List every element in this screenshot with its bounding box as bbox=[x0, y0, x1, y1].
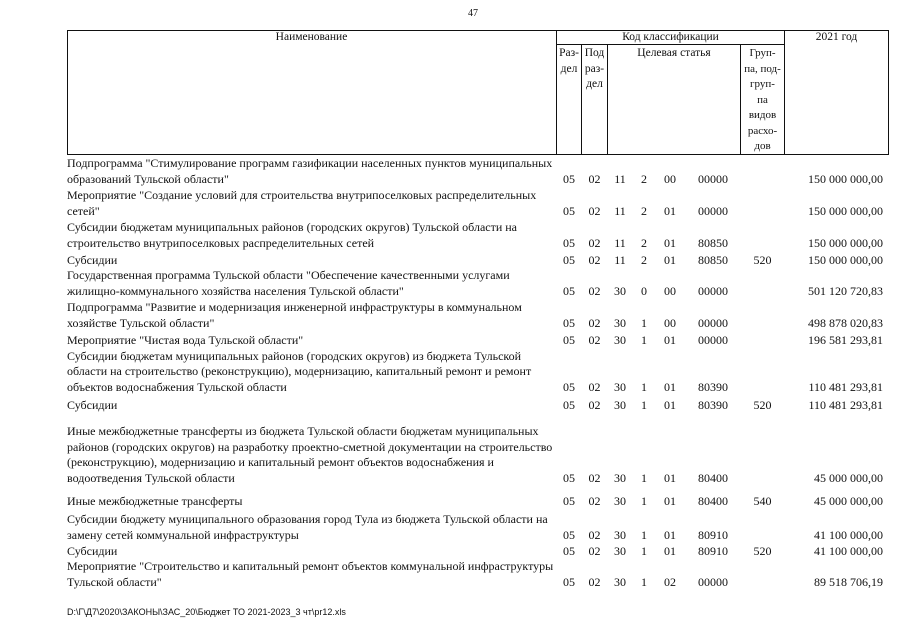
row-code-t2: 1 bbox=[641, 470, 647, 485]
row-code-pr: 02 bbox=[588, 332, 601, 347]
row-code-t2: 1 bbox=[641, 315, 647, 330]
row-code-t4: 80850 bbox=[698, 252, 728, 267]
row-code-t1: 30 bbox=[614, 543, 626, 558]
row-name: Мероприятие "Чистая вода Тульской области" bbox=[67, 332, 304, 347]
row-code-t3: 00 bbox=[664, 283, 676, 298]
row-name: Государственная программа Тульской области "Обеспечение качественными услугами жилищно-коммунального хозяйства населения Тульской области" bbox=[67, 268, 510, 298]
row-code-vr: 540 bbox=[753, 493, 772, 508]
row-code-t4: 00000 bbox=[698, 332, 728, 347]
row-code-t3: 01 bbox=[664, 252, 676, 267]
row-code-t4: 80390 bbox=[698, 379, 728, 394]
row-name: Иные межбюджетные трансферты из бюджета Тульской области бюджетам муниципальных районов (городских округов) на разработку проектно-сметной документации на строительство (реконструкцию), модернизацию и капитальный ремонт объектов водоснабжения и водоотведения Тульской области bbox=[67, 424, 553, 485]
row-code-t2: 1 bbox=[641, 332, 647, 347]
table-row bbox=[67, 332, 889, 348]
table-row bbox=[67, 252, 889, 268]
row-code-pr: 02 bbox=[588, 171, 601, 186]
row-amount: 41 100 000,00 bbox=[814, 543, 883, 558]
table-row bbox=[67, 493, 889, 509]
row-code-t3: 00 bbox=[664, 171, 676, 186]
row-code-t2: 2 bbox=[641, 252, 647, 267]
row-code-vr: 520 bbox=[753, 252, 772, 267]
row-amount: 150 000 000,00 bbox=[808, 171, 883, 186]
row-amount: 196 581 293,81 bbox=[808, 332, 883, 347]
row-code-rz: 05 bbox=[563, 543, 575, 558]
row-name: Субсидии бюджетам муниципальных районов (городских округов) Тульской области на строительство внутрипоселковых распределительных сетей bbox=[67, 220, 518, 250]
table-row bbox=[67, 512, 889, 543]
row-code-t2: 2 bbox=[641, 235, 647, 250]
table-row bbox=[67, 300, 889, 331]
row-code-t1: 30 bbox=[614, 493, 626, 508]
row-code-pr: 02 bbox=[588, 315, 601, 330]
row-code-rz: 05 bbox=[563, 527, 575, 542]
row-code-pr: 02 bbox=[588, 252, 601, 267]
row-code-t3: 01 bbox=[664, 235, 676, 250]
row-code-t1: 30 bbox=[614, 315, 626, 330]
row-code-t3: 01 bbox=[664, 527, 676, 542]
row-code-t1: 30 bbox=[614, 283, 626, 298]
header-name: Наименование bbox=[275, 31, 348, 43]
row-amount: 110 481 293,81 bbox=[808, 379, 883, 394]
row-amount: 150 000 000,00 bbox=[808, 252, 883, 267]
page-number: 47 bbox=[468, 8, 478, 19]
row-name: Мероприятие "Создание условий для строительства внутрипоселковых распределительных сетей" bbox=[67, 188, 537, 218]
header-target: Целевая статья bbox=[637, 47, 711, 59]
row-code-t2: 2 bbox=[641, 171, 647, 186]
row-name: Субсидии бюджетам муниципальных районов (городских округов) из бюджета Тульской области на строительство (реконструкцию), модернизацию, капитальный ремонт и ремонт объектов водоснабжения Тульской области bbox=[67, 348, 532, 394]
row-code-rz: 05 bbox=[563, 397, 575, 412]
row-code-t3: 00 bbox=[664, 315, 676, 330]
row-code-t1: 11 bbox=[614, 171, 626, 186]
row-code-t3: 01 bbox=[664, 379, 676, 394]
row-name: Субсидии bbox=[67, 252, 118, 267]
row-code-t4: 80850 bbox=[698, 235, 728, 250]
row-code-t1: 30 bbox=[614, 527, 626, 542]
row-code-pr: 02 bbox=[588, 203, 601, 218]
row-code-t3: 01 bbox=[664, 470, 676, 485]
row-code-pr: 02 bbox=[588, 574, 601, 589]
footer-path: D:\Г\Д7\2020\ЗАКОНЫ\ЗАС_20\Бюджет ТО 2021-2023_3 чт\pr12.xls bbox=[67, 607, 346, 617]
header-razdel: Раз- дел bbox=[559, 47, 579, 75]
row-code-t4: 80390 bbox=[698, 397, 728, 412]
row-code-t1: 30 bbox=[614, 397, 626, 412]
header-year: 2021 год bbox=[815, 31, 858, 43]
row-code-rz: 05 bbox=[563, 203, 575, 218]
table-row bbox=[67, 559, 889, 590]
row-code-pr: 02 bbox=[588, 397, 601, 412]
row-amount: 498 878 020,83 bbox=[808, 315, 883, 330]
row-code-t4: 80910 bbox=[698, 543, 728, 558]
table-row bbox=[67, 395, 889, 413]
row-code-t4: 00000 bbox=[698, 283, 728, 298]
row-code-t3: 01 bbox=[664, 332, 676, 347]
row-amount: 150 000 000,00 bbox=[808, 203, 883, 218]
table-row bbox=[67, 543, 889, 559]
row-code-t3: 01 bbox=[664, 397, 676, 412]
row-code-t2: 0 bbox=[641, 283, 647, 298]
header-code-group: Код классификации bbox=[622, 31, 719, 43]
row-amount: 150 000 000,00 bbox=[808, 235, 883, 250]
row-amount: 41 100 000,00 bbox=[814, 527, 883, 542]
row-name: Субсидии бюджету муниципального образования город Тула из бюджета Тульской области на замену сетей коммунальной инфраструктуры bbox=[67, 512, 548, 542]
row-amount: 89 518 706,19 bbox=[814, 574, 883, 589]
row-name: Мероприятие "Строительство и капитальный ремонт объектов коммунальной инфраструктуры Тульской области" bbox=[67, 559, 554, 589]
table-row bbox=[67, 188, 889, 219]
row-name: Субсидии bbox=[67, 543, 118, 558]
row-code-rz: 05 bbox=[563, 171, 575, 186]
row-code-vr: 520 bbox=[753, 397, 772, 412]
row-code-pr: 02 bbox=[588, 543, 601, 558]
row-code-t3: 01 bbox=[664, 493, 676, 508]
row-amount: 45 000 000,00 bbox=[814, 493, 883, 508]
row-name: Иные межбюджетные трансферты bbox=[67, 493, 243, 508]
row-code-pr: 02 bbox=[588, 379, 601, 394]
row-code-t4: 80400 bbox=[698, 470, 728, 485]
row-code-t2: 1 bbox=[641, 527, 647, 542]
table-row bbox=[67, 268, 889, 299]
table-row bbox=[67, 423, 889, 486]
row-code-rz: 05 bbox=[563, 379, 575, 394]
row-amount: 501 120 720,83 bbox=[808, 283, 883, 298]
row-code-t2: 2 bbox=[641, 203, 647, 218]
row-code-t1: 30 bbox=[614, 332, 626, 347]
table-header bbox=[67, 30, 889, 155]
row-code-t1: 30 bbox=[614, 470, 626, 485]
row-code-rz: 05 bbox=[563, 235, 575, 250]
row-amount: 45 000 000,00 bbox=[814, 470, 883, 485]
table-row bbox=[67, 348, 889, 395]
row-code-t3: 02 bbox=[664, 574, 676, 589]
row-code-pr: 02 bbox=[588, 493, 601, 508]
row-code-t3: 01 bbox=[664, 543, 676, 558]
row-code-vr: 520 bbox=[753, 543, 772, 558]
row-code-t3: 01 bbox=[664, 203, 676, 218]
row-name: Подпрограмма "Развитие и модернизация инженерной инфраструктуры в коммунальном хозяйстве Тульской области" bbox=[67, 300, 522, 330]
row-amount: 110 481 293,81 bbox=[808, 397, 883, 412]
row-code-t4: 00000 bbox=[698, 574, 728, 589]
row-code-rz: 05 bbox=[563, 493, 575, 508]
header-podrazdel: Под раз- дел bbox=[584, 47, 605, 90]
row-code-t1: 30 bbox=[614, 574, 626, 589]
row-code-t1: 11 bbox=[614, 252, 626, 267]
table-row bbox=[67, 220, 889, 251]
row-code-pr: 02 bbox=[588, 283, 601, 298]
row-code-t4: 80910 bbox=[698, 527, 728, 542]
row-code-t4: 00000 bbox=[698, 203, 728, 218]
row-code-pr: 02 bbox=[588, 470, 601, 485]
row-code-rz: 05 bbox=[563, 315, 575, 330]
row-code-pr: 02 bbox=[588, 235, 601, 250]
row-code-rz: 05 bbox=[563, 470, 575, 485]
row-code-t4: 00000 bbox=[698, 171, 728, 186]
row-code-t1: 30 bbox=[614, 379, 626, 394]
row-code-t2: 1 bbox=[641, 379, 647, 394]
row-code-rz: 05 bbox=[563, 252, 575, 267]
row-code-rz: 05 bbox=[563, 574, 575, 589]
row-name: Подпрограмма "Стимулирование программ газификации населенных пунктов муниципальных образований Тульской области" bbox=[67, 156, 553, 186]
row-code-t2: 1 bbox=[641, 493, 647, 508]
row-code-pr: 02 bbox=[588, 527, 601, 542]
row-code-t2: 1 bbox=[641, 543, 647, 558]
row-code-t1: 11 bbox=[614, 203, 626, 218]
header-group: Груп- па, под- груп- па видов расхо- дов bbox=[744, 47, 781, 152]
row-code-t2: 1 bbox=[641, 574, 647, 589]
row-code-t4: 80400 bbox=[698, 493, 728, 508]
row-name: Субсидии bbox=[67, 397, 118, 412]
row-code-t1: 11 bbox=[614, 235, 626, 250]
row-code-t4: 00000 bbox=[698, 315, 728, 330]
row-code-rz: 05 bbox=[563, 332, 575, 347]
row-code-t2: 1 bbox=[641, 397, 647, 412]
table-row bbox=[67, 156, 889, 187]
row-code-rz: 05 bbox=[563, 283, 575, 298]
